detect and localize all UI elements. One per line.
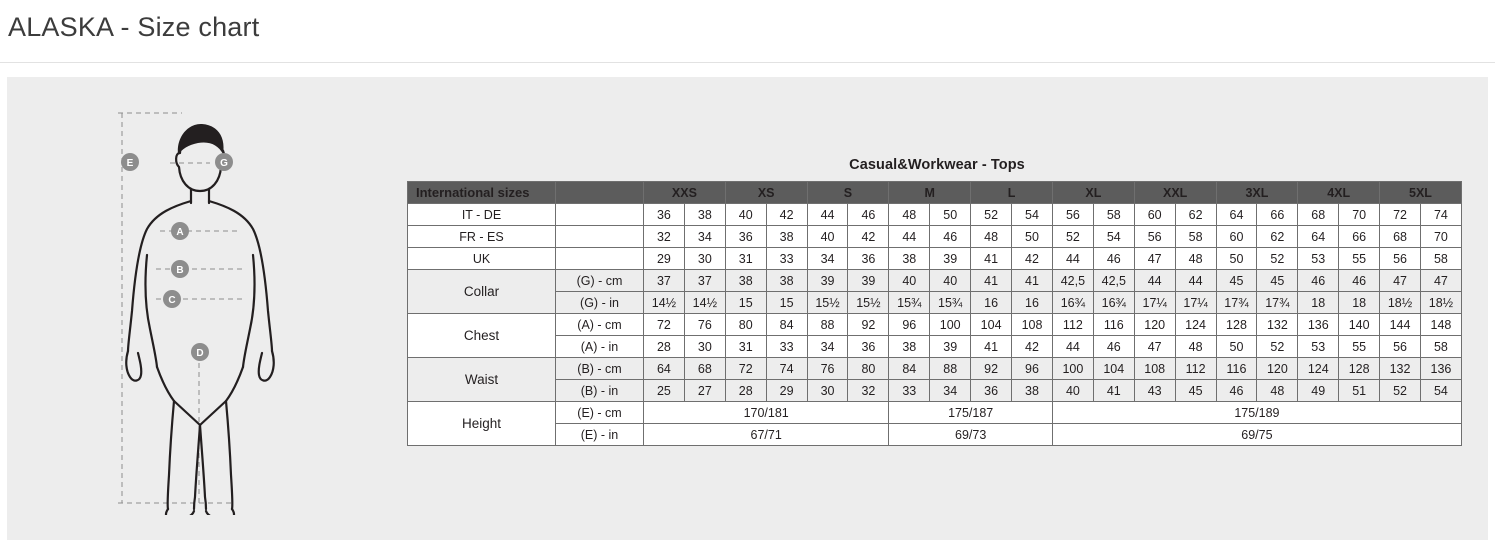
cell: 32 — [644, 226, 685, 248]
cell: 14½ — [644, 292, 685, 314]
cell: 39 — [930, 336, 971, 358]
table-row-height-cm — [408, 402, 1462, 424]
cell: 108 — [1012, 314, 1053, 336]
header-size-5xl: 5XL — [1380, 182, 1462, 204]
size-table-container — [407, 157, 1467, 446]
cell: 44 — [1052, 336, 1093, 358]
cell: 36 — [971, 380, 1012, 402]
cell: 62 — [1175, 204, 1216, 226]
cell: 50 — [1216, 336, 1257, 358]
size-chart-panel — [7, 77, 1488, 540]
cell: 124 — [1298, 358, 1339, 380]
row-unit — [556, 204, 644, 226]
cell: 41 — [1093, 380, 1134, 402]
cell: 42 — [1012, 336, 1053, 358]
svg-text:A: A — [176, 227, 184, 238]
cell: 15 — [725, 292, 766, 314]
cell: 116 — [1093, 314, 1134, 336]
cell: 17¼ — [1134, 292, 1175, 314]
row-label-collar: Collar — [408, 270, 556, 314]
cell: 92 — [971, 358, 1012, 380]
cell: 48 — [889, 204, 930, 226]
cell: 48 — [971, 226, 1012, 248]
table-row — [408, 292, 1462, 314]
cell: 37 — [684, 270, 725, 292]
cell: 40 — [725, 204, 766, 226]
cell: 64 — [1216, 204, 1257, 226]
header-size-s: S — [807, 182, 889, 204]
table-row — [408, 226, 1462, 248]
header-size-m: M — [889, 182, 971, 204]
cell-height-group: 69/75 — [1052, 424, 1461, 446]
cell-height-group: 175/187 — [889, 402, 1053, 424]
cell: 47 — [1134, 248, 1175, 270]
cell: 44 — [1134, 270, 1175, 292]
cell: 104 — [971, 314, 1012, 336]
cell: 16¾ — [1093, 292, 1134, 314]
cell: 45 — [1175, 380, 1216, 402]
header-size-xl: XL — [1052, 182, 1134, 204]
cell: 32 — [848, 380, 889, 402]
cell: 43 — [1134, 380, 1175, 402]
cell: 41 — [971, 248, 1012, 270]
cell: 36 — [725, 226, 766, 248]
cell: 46 — [1093, 248, 1134, 270]
cell: 53 — [1298, 336, 1339, 358]
table-header-row — [408, 182, 1462, 204]
cell: 49 — [1298, 380, 1339, 402]
header-size-3xl: 3XL — [1216, 182, 1298, 204]
row-unit: (E) - in — [556, 424, 644, 446]
cell: 40 — [889, 270, 930, 292]
header-unit — [556, 182, 644, 204]
cell: 47 — [1380, 270, 1421, 292]
cell: 136 — [1298, 314, 1339, 336]
cell: 128 — [1216, 314, 1257, 336]
cell: 41 — [1012, 270, 1053, 292]
cell: 42,5 — [1052, 270, 1093, 292]
cell: 15½ — [807, 292, 848, 314]
header-size-xxl: XXL — [1134, 182, 1216, 204]
cell: 39 — [848, 270, 889, 292]
cell: 27 — [684, 380, 725, 402]
cell: 58 — [1420, 248, 1461, 270]
cell: 18 — [1298, 292, 1339, 314]
cell: 72 — [725, 358, 766, 380]
cell: 38 — [725, 270, 766, 292]
cell: 15 — [766, 292, 807, 314]
cell: 72 — [1380, 204, 1421, 226]
cell: 88 — [807, 314, 848, 336]
row-label: IT - DE — [408, 204, 556, 226]
cell: 33 — [766, 336, 807, 358]
cell: 33 — [889, 380, 930, 402]
cell: 30 — [807, 380, 848, 402]
cell: 15¾ — [889, 292, 930, 314]
cell: 42,5 — [1093, 270, 1134, 292]
cell: 28 — [725, 380, 766, 402]
cell: 74 — [1420, 204, 1461, 226]
cell: 56 — [1380, 336, 1421, 358]
cell: 33 — [766, 248, 807, 270]
cell: 68 — [1298, 204, 1339, 226]
cell: 58 — [1093, 204, 1134, 226]
cell: 37 — [644, 270, 685, 292]
cell: 18½ — [1380, 292, 1421, 314]
cell: 132 — [1380, 358, 1421, 380]
cell: 148 — [1420, 314, 1461, 336]
cell: 74 — [766, 358, 807, 380]
cell: 44 — [1175, 270, 1216, 292]
cell: 55 — [1339, 336, 1380, 358]
cell: 54 — [1012, 204, 1053, 226]
row-unit: (A) - in — [556, 336, 644, 358]
cell: 48 — [1175, 248, 1216, 270]
cell: 48 — [1257, 380, 1298, 402]
table-row — [408, 358, 1462, 380]
cell: 40 — [807, 226, 848, 248]
cell: 16¾ — [1052, 292, 1093, 314]
cell: 53 — [1298, 248, 1339, 270]
cell: 39 — [807, 270, 848, 292]
cell: 45 — [1257, 270, 1298, 292]
cell: 46 — [1093, 336, 1134, 358]
cell: 44 — [807, 204, 848, 226]
cell: 34 — [807, 248, 848, 270]
cell: 41 — [971, 336, 1012, 358]
cell: 18½ — [1420, 292, 1461, 314]
cell: 54 — [1420, 380, 1461, 402]
cell: 72 — [644, 314, 685, 336]
cell: 100 — [1052, 358, 1093, 380]
cell: 40 — [1052, 380, 1093, 402]
size-table — [407, 181, 1462, 446]
header-size-xxs: XXS — [644, 182, 726, 204]
cell: 66 — [1257, 204, 1298, 226]
cell: 88 — [930, 358, 971, 380]
table-row — [408, 380, 1462, 402]
row-unit: (G) - cm — [556, 270, 644, 292]
cell: 47 — [1420, 270, 1461, 292]
cell: 62 — [1257, 226, 1298, 248]
svg-text:B: B — [176, 265, 184, 276]
cell: 58 — [1420, 336, 1461, 358]
cell: 56 — [1380, 248, 1421, 270]
cell: 54 — [1093, 226, 1134, 248]
cell: 52 — [1380, 380, 1421, 402]
cell: 50 — [1216, 248, 1257, 270]
svg-text:E: E — [126, 158, 134, 169]
cell: 39 — [930, 248, 971, 270]
row-label-waist: Waist — [408, 358, 556, 402]
cell: 84 — [889, 358, 930, 380]
svg-text:D: D — [196, 348, 204, 359]
cell: 76 — [807, 358, 848, 380]
cell: 52 — [1257, 248, 1298, 270]
cell: 136 — [1420, 358, 1461, 380]
cell: 36 — [848, 336, 889, 358]
cell: 124 — [1175, 314, 1216, 336]
cell: 104 — [1093, 358, 1134, 380]
row-label-chest: Chest — [408, 314, 556, 358]
cell: 64 — [1298, 226, 1339, 248]
row-label: UK — [408, 248, 556, 270]
cell: 14½ — [684, 292, 725, 314]
cell: 68 — [1380, 226, 1421, 248]
cell: 100 — [930, 314, 971, 336]
cell: 144 — [1380, 314, 1421, 336]
row-unit: (B) - in — [556, 380, 644, 402]
cell: 80 — [725, 314, 766, 336]
cell: 42 — [1012, 248, 1053, 270]
cell: 46 — [1216, 380, 1257, 402]
cell: 38 — [684, 204, 725, 226]
table-row-height-in — [408, 424, 1462, 446]
table-body — [408, 204, 1462, 446]
table-caption: Casual&Workwear - Tops — [849, 157, 1025, 173]
cell: 116 — [1216, 358, 1257, 380]
cell: 38 — [889, 248, 930, 270]
table-row — [408, 270, 1462, 292]
cell: 60 — [1134, 204, 1175, 226]
cell: 68 — [684, 358, 725, 380]
page-title: ALASKA - Size chart — [8, 12, 260, 42]
cell: 31 — [725, 336, 766, 358]
cell: 112 — [1052, 314, 1093, 336]
table-row — [408, 204, 1462, 226]
cell: 31 — [725, 248, 766, 270]
header-size-4xl: 4XL — [1298, 182, 1380, 204]
cell: 30 — [684, 248, 725, 270]
cell: 120 — [1257, 358, 1298, 380]
header-size-l: L — [971, 182, 1053, 204]
cell: 16 — [1012, 292, 1053, 314]
cell: 17¾ — [1216, 292, 1257, 314]
cell: 47 — [1134, 336, 1175, 358]
svg-text:C: C — [168, 295, 176, 306]
cell: 42 — [766, 204, 807, 226]
cell: 70 — [1420, 226, 1461, 248]
cell: 38 — [766, 226, 807, 248]
cell: 51 — [1339, 380, 1380, 402]
cell: 120 — [1134, 314, 1175, 336]
cell: 17¼ — [1175, 292, 1216, 314]
cell-height-group: 67/71 — [644, 424, 889, 446]
cell: 132 — [1257, 314, 1298, 336]
cell: 92 — [848, 314, 889, 336]
cell: 56 — [1134, 226, 1175, 248]
cell: 15¾ — [930, 292, 971, 314]
cell: 38 — [889, 336, 930, 358]
cell: 52 — [971, 204, 1012, 226]
row-unit: (G) - in — [556, 292, 644, 314]
cell: 46 — [848, 204, 889, 226]
row-label-height: Height — [408, 402, 556, 446]
cell: 55 — [1339, 248, 1380, 270]
cell: 56 — [1052, 204, 1093, 226]
cell: 60 — [1216, 226, 1257, 248]
cell: 34 — [807, 336, 848, 358]
cell: 15½ — [848, 292, 889, 314]
cell: 66 — [1339, 226, 1380, 248]
body-measurement-diagram — [112, 105, 292, 515]
cell: 52 — [1257, 336, 1298, 358]
cell: 46 — [1339, 270, 1380, 292]
title-divider — [0, 62, 1495, 63]
cell: 58 — [1175, 226, 1216, 248]
cell-height-group: 69/73 — [889, 424, 1053, 446]
cell: 28 — [644, 336, 685, 358]
cell: 16 — [971, 292, 1012, 314]
cell: 29 — [644, 248, 685, 270]
cell: 112 — [1175, 358, 1216, 380]
row-unit — [556, 226, 644, 248]
cell: 64 — [644, 358, 685, 380]
table-row — [408, 336, 1462, 358]
cell: 41 — [971, 270, 1012, 292]
cell: 50 — [1012, 226, 1053, 248]
cell: 96 — [889, 314, 930, 336]
cell: 38 — [766, 270, 807, 292]
table-row — [408, 314, 1462, 336]
header-size-xs: XS — [725, 182, 807, 204]
cell: 45 — [1216, 270, 1257, 292]
row-unit: (E) - cm — [556, 402, 644, 424]
cell: 36 — [644, 204, 685, 226]
row-unit — [556, 248, 644, 270]
cell: 84 — [766, 314, 807, 336]
cell: 50 — [930, 204, 971, 226]
cell: 48 — [1175, 336, 1216, 358]
cell: 44 — [1052, 248, 1093, 270]
row-unit: (B) - cm — [556, 358, 644, 380]
cell: 25 — [644, 380, 685, 402]
cell: 70 — [1339, 204, 1380, 226]
table-row — [408, 248, 1462, 270]
cell: 38 — [1012, 380, 1053, 402]
cell: 29 — [766, 380, 807, 402]
cell: 140 — [1339, 314, 1380, 336]
cell: 108 — [1134, 358, 1175, 380]
cell: 40 — [930, 270, 971, 292]
cell: 30 — [684, 336, 725, 358]
cell: 36 — [848, 248, 889, 270]
cell: 96 — [1012, 358, 1053, 380]
cell: 46 — [1298, 270, 1339, 292]
cell: 52 — [1052, 226, 1093, 248]
cell-height-group: 175/189 — [1052, 402, 1461, 424]
cell: 34 — [930, 380, 971, 402]
cell: 18 — [1339, 292, 1380, 314]
header-international-sizes: International sizes — [408, 182, 556, 204]
cell: 17¾ — [1257, 292, 1298, 314]
row-label: FR - ES — [408, 226, 556, 248]
cell: 80 — [848, 358, 889, 380]
cell: 46 — [930, 226, 971, 248]
svg-text:G: G — [220, 158, 228, 169]
cell: 34 — [684, 226, 725, 248]
cell-height-group: 170/181 — [644, 402, 889, 424]
cell: 76 — [684, 314, 725, 336]
cell: 44 — [889, 226, 930, 248]
cell: 128 — [1339, 358, 1380, 380]
row-unit: (A) - cm — [556, 314, 644, 336]
cell: 42 — [848, 226, 889, 248]
